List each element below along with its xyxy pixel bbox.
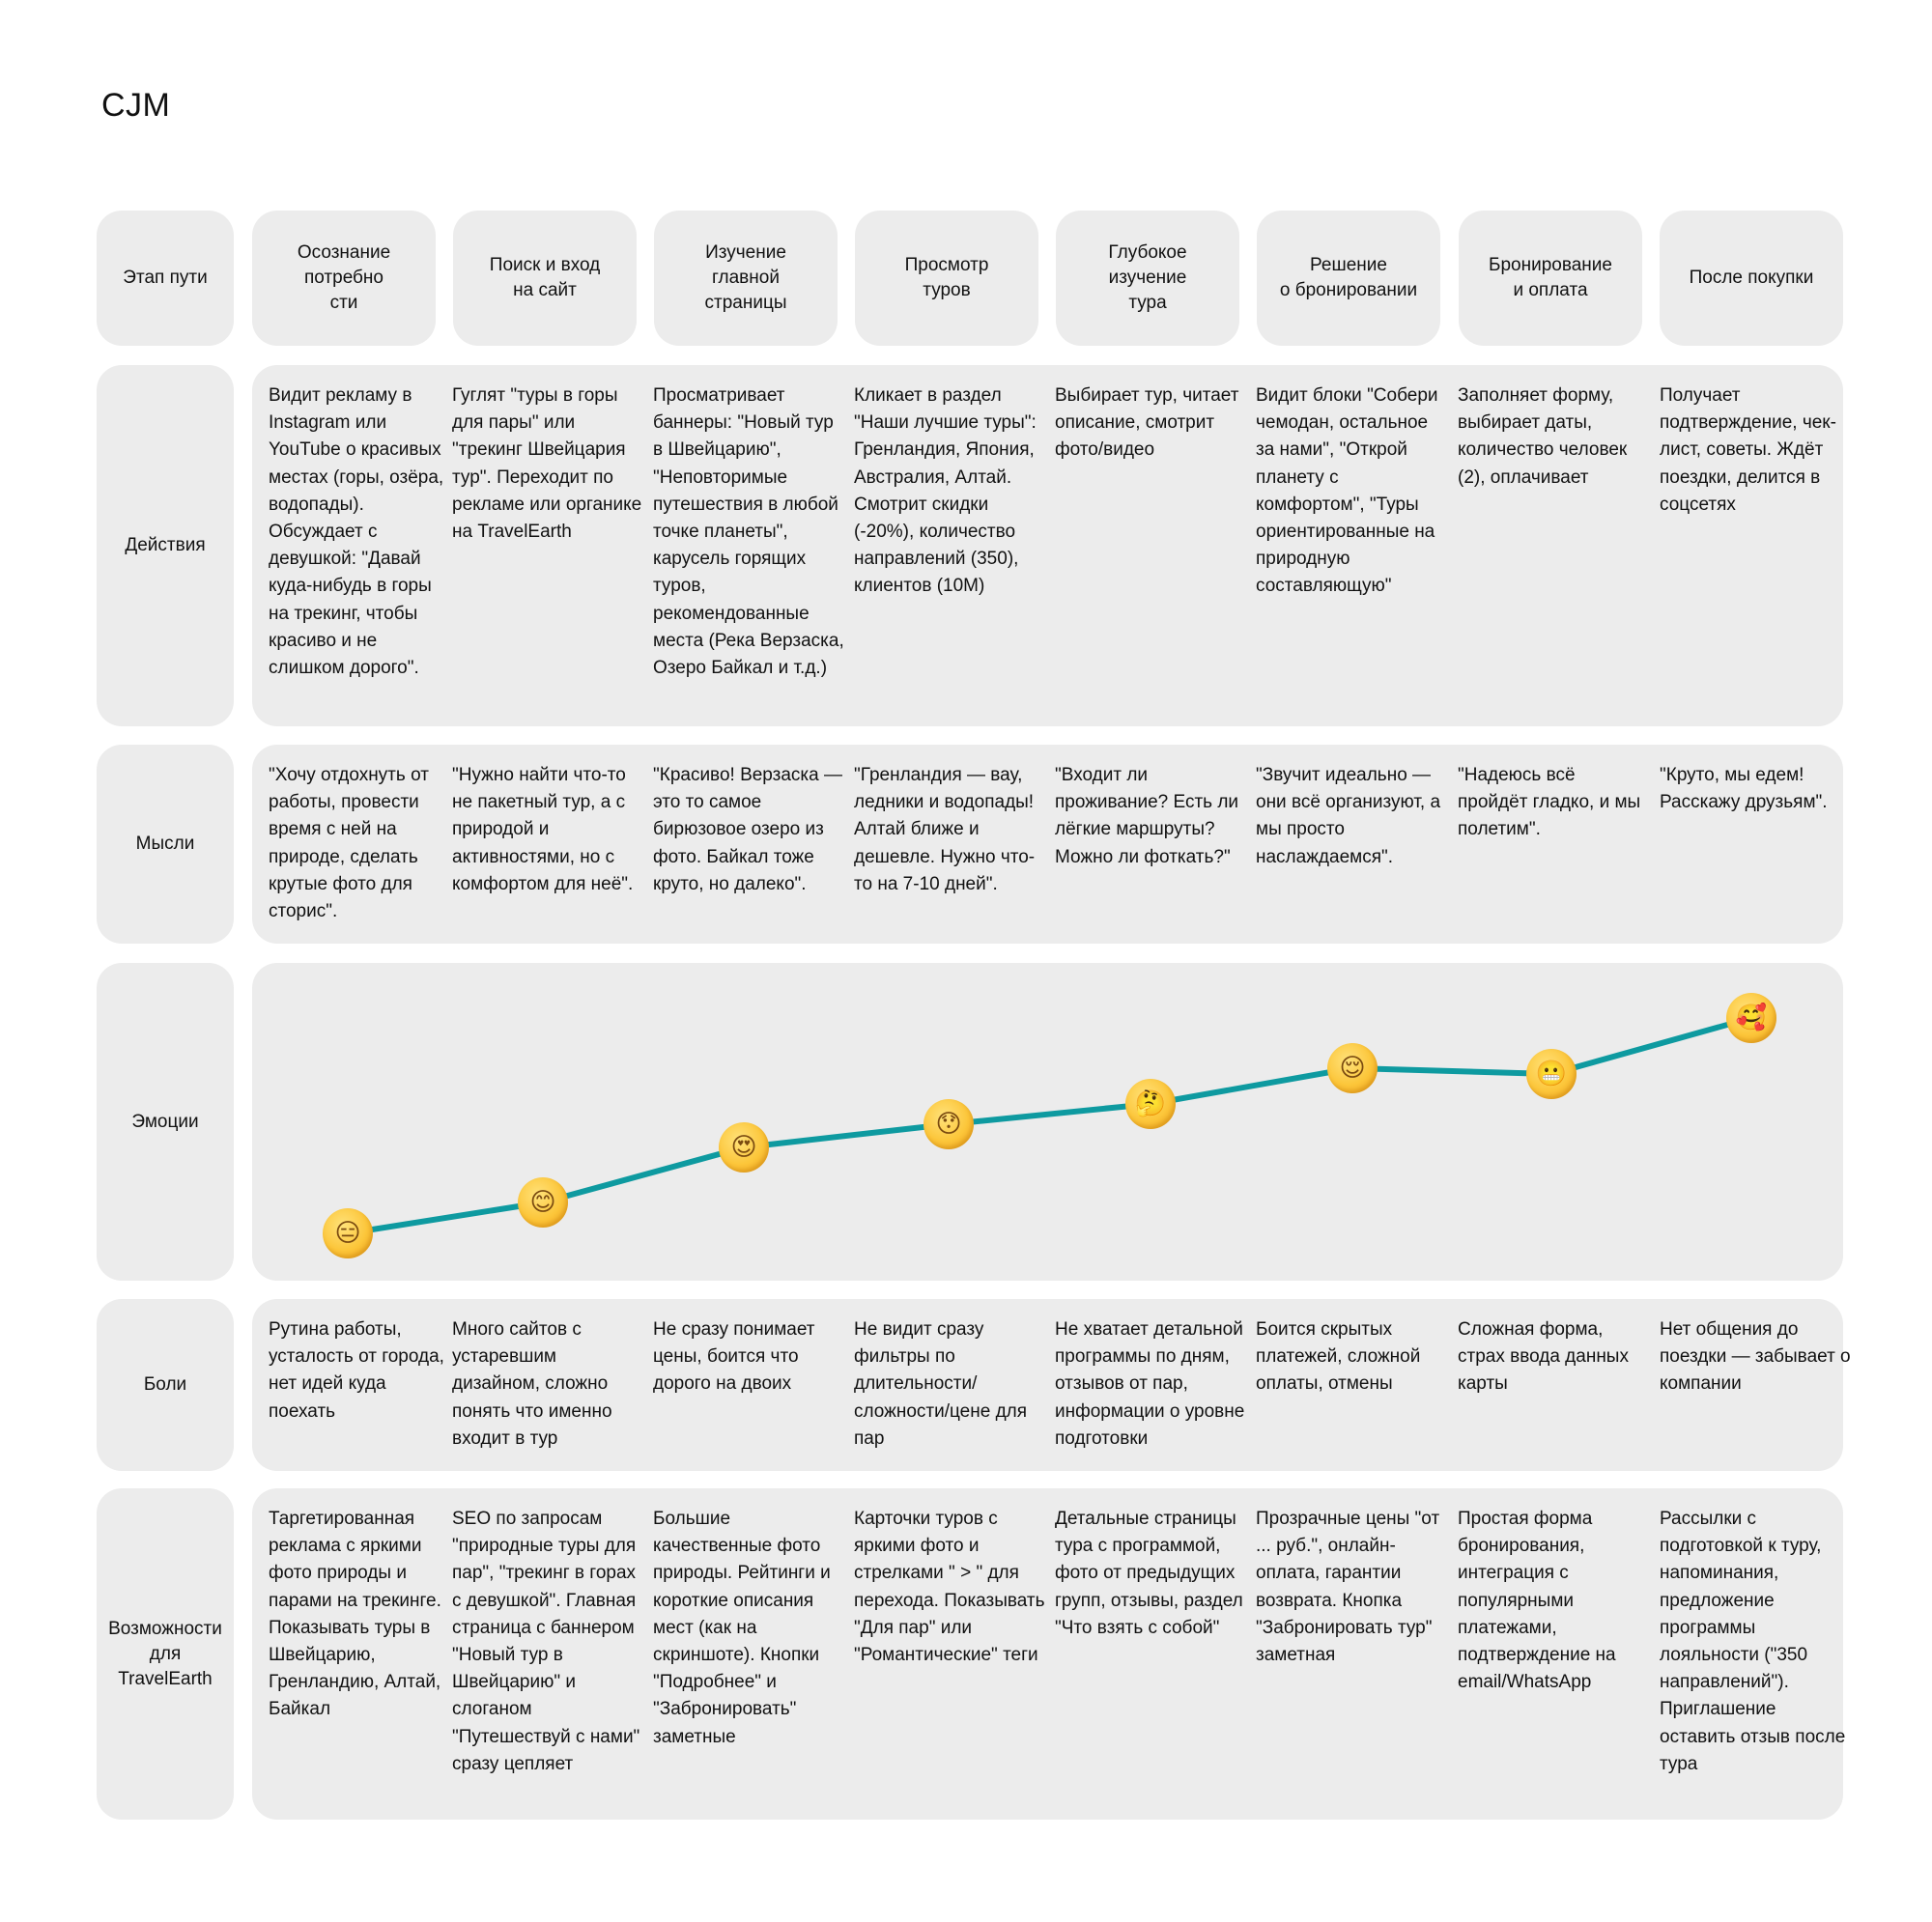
heart-eyes-icon: 😍 <box>719 1122 769 1173</box>
stage-header-6: Решение о бронировании <box>1257 211 1440 346</box>
stage-header-7: Бронирование и оплата <box>1459 211 1642 346</box>
emotions-panel <box>252 963 1843 1281</box>
opportunities-cell: Большие качественные фото природы. Рейтинги и короткие описания мест (как на скриншоте). Кнопки "Подробнее" и "Забронировать" заметные <box>653 1509 831 1747</box>
stage-header-5: Глубокое изучение тура <box>1056 211 1239 346</box>
opportunities-cell: Карточки туров с яркими фото и стрелками " > " для перехода. Показывать "Для пар" или "Романтические" теги <box>854 1509 1045 1666</box>
row-label-stage: Этап пути <box>97 211 234 346</box>
smiling-icon: 😊 <box>518 1177 568 1228</box>
stage-header-4: Просмотр туров <box>855 211 1038 346</box>
actions-cell: Видит блоки "Собери чемодан, остальное за нами", "Открой планету с комфортом", "Туры ориентированные на природную составляющую" <box>1256 385 1438 597</box>
opportunities-cell: Рассылки с подготовкой к туру, напоминания, предложение программы лояльности ("350 направлений"). Приглашение оставить отзыв после тура <box>1660 1509 1846 1774</box>
smiling-with-hearts-icon: 🥰 <box>1726 993 1776 1043</box>
hushed-icon: 😯 <box>923 1099 974 1149</box>
thoughts-cell: "Надеюсь всё пройдёт гладко, и мы полетим". <box>1458 765 1641 840</box>
opportunities-cell: Детальные страницы тура с программой, фото от предыдущих групп, отзывы, раздел "Что взять с собой" <box>1055 1509 1243 1638</box>
thoughts-cell: "Звучит идеально — они всё организуют, а мы просто наслаждаемся". <box>1256 765 1441 867</box>
opportunities-cell: SEO по запросам "природные туры для пар", "трекинг в горах с девушкой". Главная страница с баннером "Новый тур в Швейцарию" и слоганом "Путешествуй с нами" сразу цепляет <box>452 1509 640 1774</box>
row-label-opportunities: Возможности для TravelEarth <box>97 1488 234 1820</box>
row-label-actions: Действия <box>97 365 234 726</box>
row-label-pains: Боли <box>97 1299 234 1471</box>
thoughts-cell: "Хочу отдохнуть от работы, провести время с ней на природе, сделать крутые фото для сторис". <box>269 765 429 922</box>
pains-cell: Сложная форма, страх ввода данных карты <box>1458 1319 1629 1395</box>
pains-cell: Много сайтов с устаревшим дизайном, сложно понять что именно входит в тур <box>452 1319 612 1449</box>
opportunities-cell: Прозрачные цены "от ... руб.", онлайн-оплата, гарантии возврата. Кнопка "Забронировать тур" заметная <box>1256 1509 1440 1666</box>
opportunities-cell: Простая форма бронирования, интеграция с популярными платежами, подтверждение на email/WhatsApp <box>1458 1509 1616 1693</box>
row-label-emotions: Эмоции <box>97 963 234 1281</box>
thoughts-cell: "Нужно найти что-то не пакетный тур, а с природой и активностями, но с комфортом для неё". <box>452 765 634 894</box>
pains-cell: Рутина работы, усталость от города, нет идей куда поехать <box>269 1319 444 1422</box>
stage-header-3: Изучение главной страницы <box>654 211 838 346</box>
actions-cell: Гуглят "туры в горы для пары" или "трекинг Швейцария тур". Переходит по рекламе или органике на TravelEarth <box>452 385 642 543</box>
actions-cell: Выбирает тур, читает описание, смотрит фото/видео <box>1055 385 1239 461</box>
pains-cell: Нет общения до поездки — забывает о компании <box>1660 1319 1851 1395</box>
actions-cell: Заполняет форму, выбирает даты, количество человек (2), оплачивает <box>1458 385 1628 488</box>
thoughts-cell: "Красиво! Верзаска — это то самое бирюзовое озеро из фото. Байкал тоже круто, но далеко". <box>653 765 843 894</box>
pains-cell: Боится скрытых платежей, сложной оплаты, отмены <box>1256 1319 1421 1395</box>
row-label-thoughts: Мысли <box>97 745 234 944</box>
thinking-icon: 🤔 <box>1125 1079 1176 1129</box>
neutral-expressionless-icon: 😑 <box>323 1208 373 1258</box>
actions-cell: Просматривает баннеры: "Новый тур в Швейцарию", "Неповторимые путешествия в любой точке планеты", карусель горящих туров, рекомендованные места (Река Верзаска, Озеро Байкал и т.д.) <box>653 385 844 679</box>
stage-header-1: Осознание потребно сти <box>252 211 436 346</box>
grimacing-icon: 😬 <box>1526 1049 1577 1099</box>
actions-cell: Получает подтверждение, чек-лист, советы. Ждёт поездки, делится в соцсетях <box>1660 385 1836 515</box>
relieved-icon: 😌 <box>1327 1043 1378 1093</box>
stage-header-2: Поиск и вход на сайт <box>453 211 637 346</box>
thoughts-cell: "Круто, мы едем! Расскажу друзьям". <box>1660 765 1828 813</box>
pains-cell: Не хватает детальной программы по дням, отзывов от пар, информации о уровне подготовки <box>1055 1319 1245 1449</box>
opportunities-cell: Таргетированная реклама с яркими фото природы и парами на трекинге. Показывать туры в Швейцарию, Гренландию, Алтай, Байкал <box>269 1509 441 1720</box>
pains-cell: Не сразу понимает цены, боится что дорого на двоих <box>653 1319 815 1395</box>
stage-header-8: После покупки <box>1660 211 1843 346</box>
page-title: CJM <box>101 87 171 124</box>
thoughts-cell: "Гренландия — вау, ледники и водопады! Алтай ближе и дешевле. Нужно что-то на 7-10 дней". <box>854 765 1036 894</box>
actions-cell: Видит рекламу в Instagram или YouTube о красивых местах (горы, озёра, водопады). Обсуждает с девушкой: "Давай куда-нибудь в горы на трекинг, чтобы красиво и не слишком дорого". <box>269 385 444 679</box>
thoughts-cell: "Входит ли проживание? Есть ли лёгкие маршруты? Можно ли фоткать?" <box>1055 765 1239 867</box>
actions-cell: Кликает в раздел "Наши лучшие туры": Гренландия, Япония, Австралия, Алтай. Смотрит скидки (-20%), количество направлений (350), клиентов (10M) <box>854 385 1037 597</box>
pains-cell: Не видит сразу фильтры по длительности/ сложности/цене для пар <box>854 1319 1028 1449</box>
